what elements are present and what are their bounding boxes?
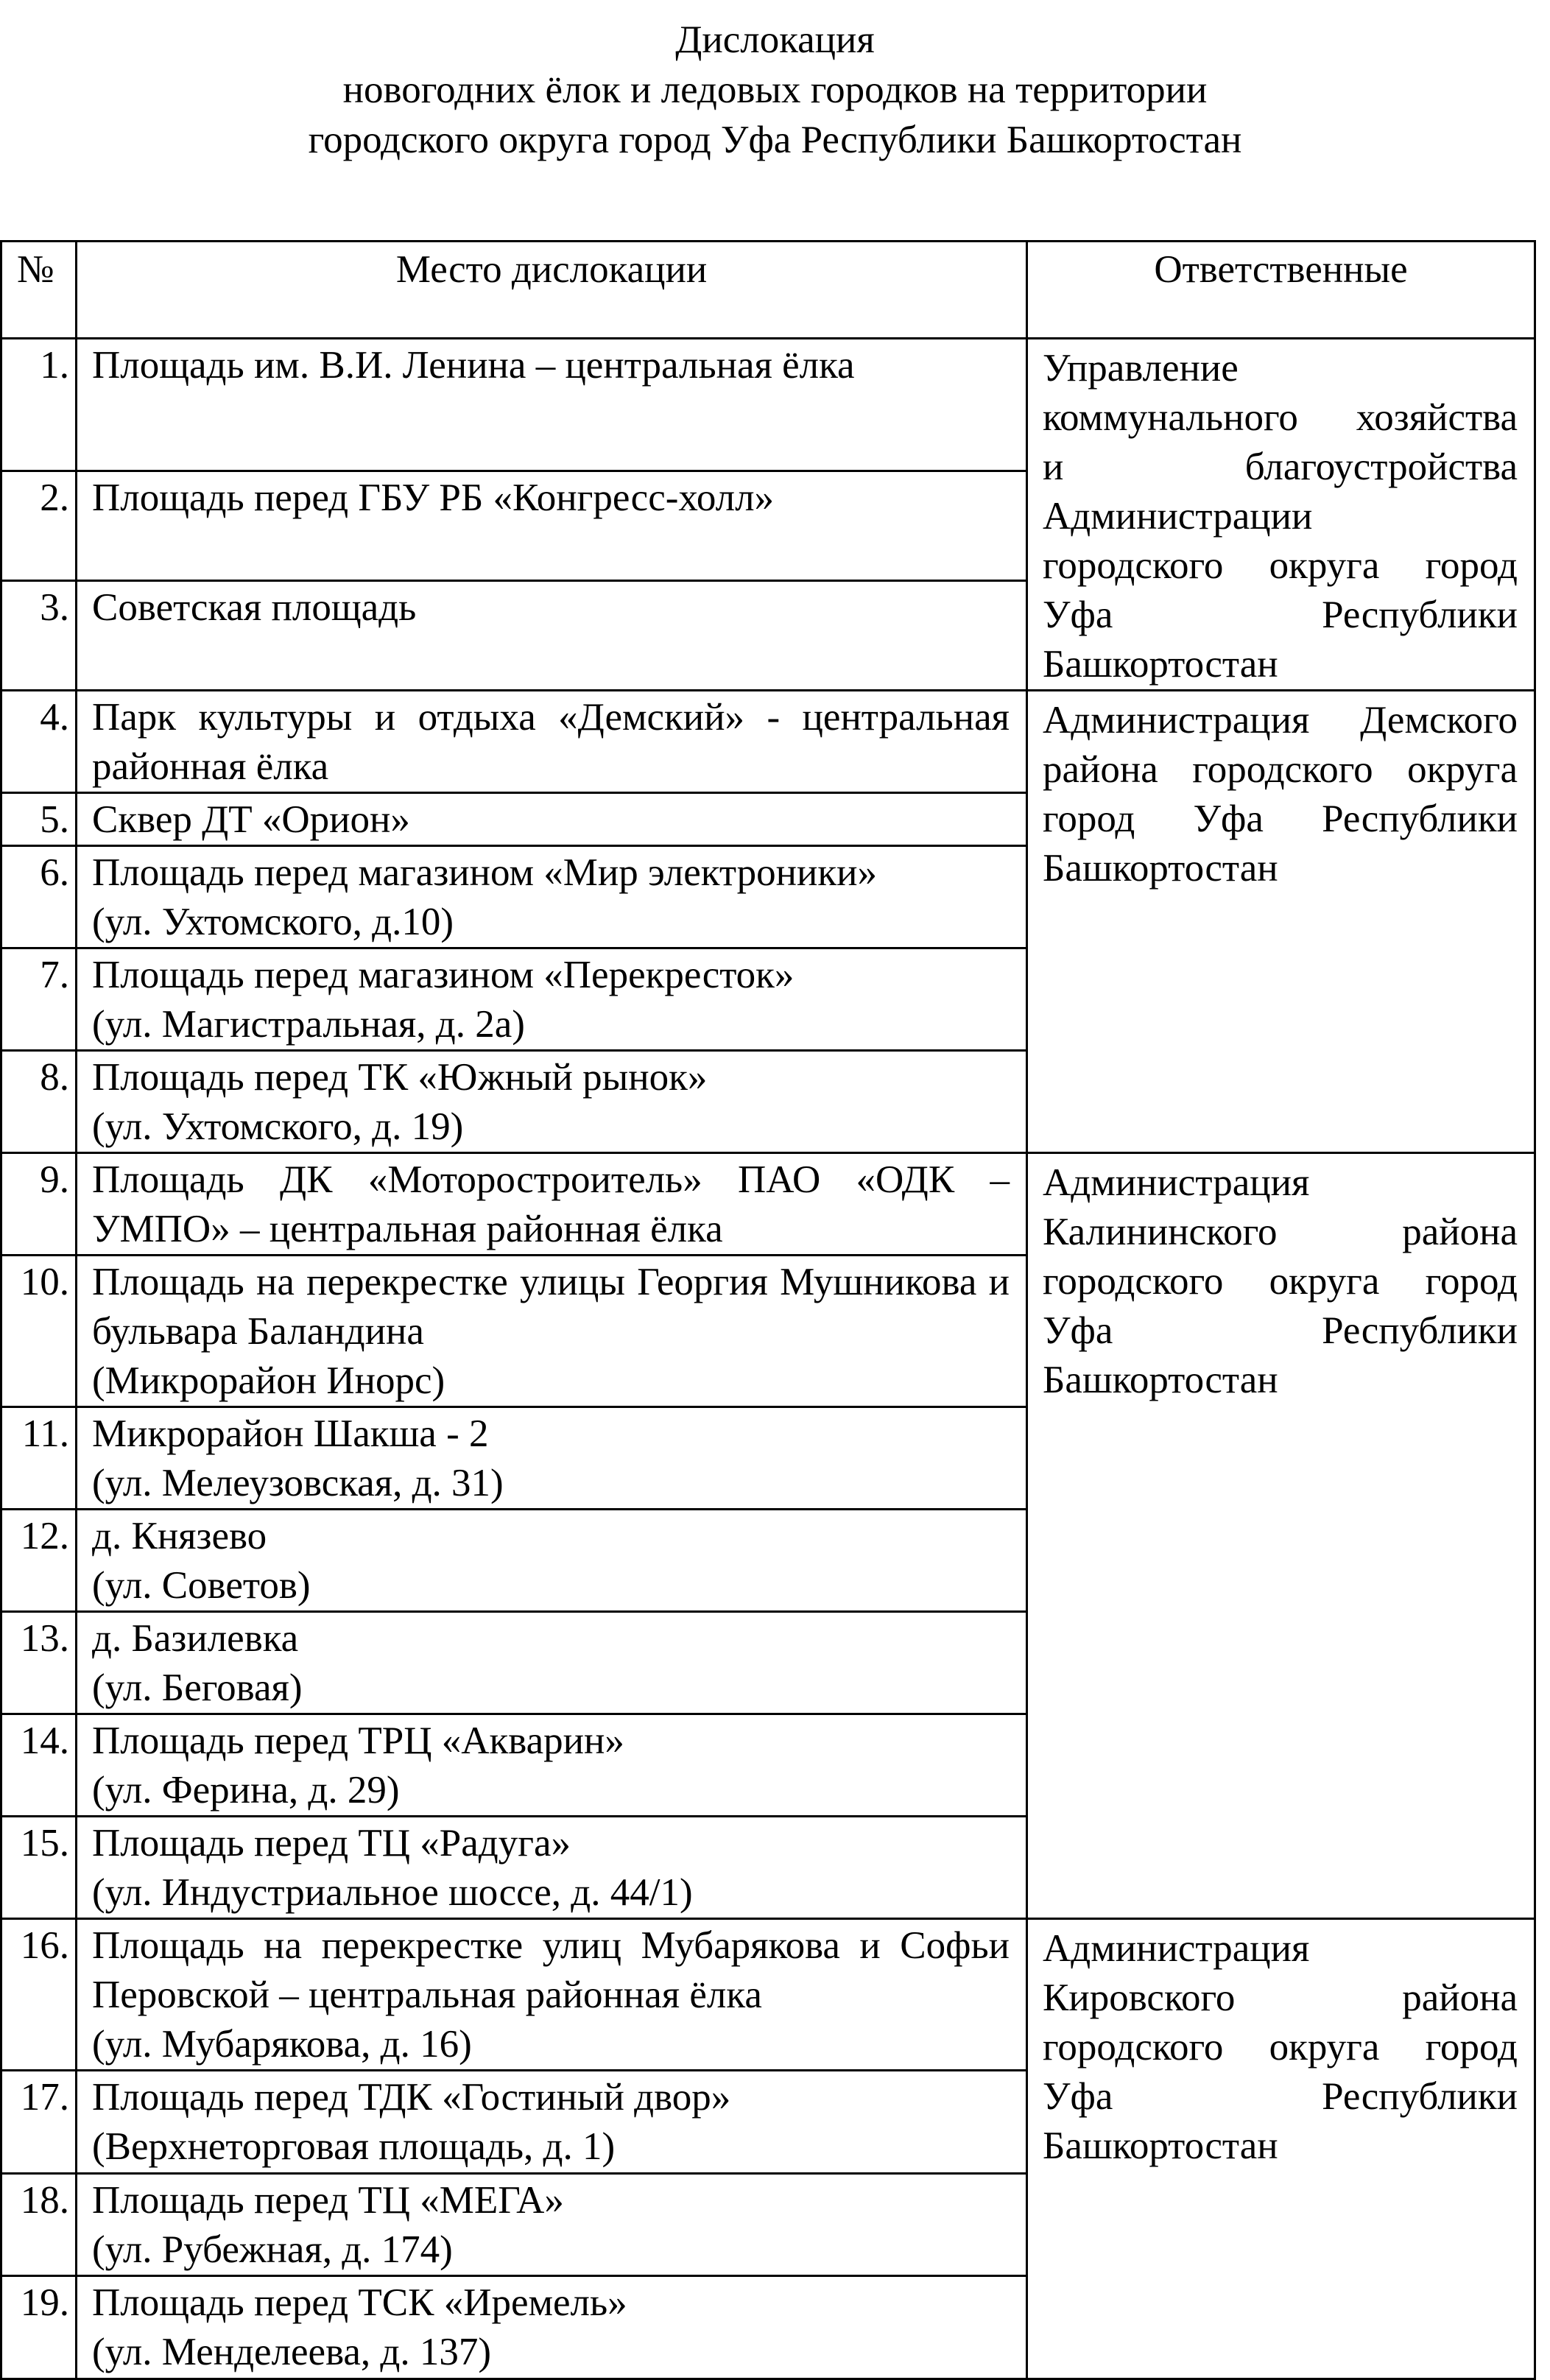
row-number: 17. [1,2071,77,2174]
responsible-line: Уфа Республики [1043,1309,1518,1352]
header-place: Место дислокации [77,242,1027,339]
responsible-line: Управление [1043,347,1239,390]
row-place [77,1051,1027,1153]
row-place [77,2071,1027,2174]
row-place [77,1153,1027,1256]
place-address: (Верхнеторговая площадь, д. 1) [92,2125,616,2168]
place-name: Парк культуры и отдыха «Демский» - центральная районная ёлка [92,696,1010,788]
table-body [1,339,1535,2379]
row-number: 10. [1,1256,77,1407]
place-name: Площадь перед ТЦ «Радуга» [92,1822,571,1865]
place-address: (ул. Магистральная, д. 2а) [92,1003,525,1046]
responsible-line: Администрация [1043,1161,1310,1204]
place-name: Площадь на перекрестке улиц Мубарякова и Софьи Перовской – центральная районная ёлка [92,1924,1010,2016]
place-address: (ул. Менделеева, д. 137) [92,2331,492,2373]
row-place [77,1510,1027,1612]
responsible-line: Башкортостан [1043,643,1278,686]
document-subtitle-line-2: городского округа город Уфа Республики Башкортостан [308,119,1242,161]
place-name: Площадь ДК «Моторостроитель» ПАО «ОДК – УМПО» – центральная районная ёлка [92,1158,1010,1250]
responsible-line: Башкортостан [1043,847,1278,890]
row-number: 4. [1,691,77,793]
row-place [77,1407,1027,1510]
table-row [1,1153,1535,1256]
responsible-line: района городского округа [1043,748,1518,791]
row-place [77,339,1027,471]
responsible-line: городского округа город [1043,2026,1518,2069]
row-place [77,2276,1027,2379]
responsible-party [1027,691,1535,1153]
responsible-line: городского округа город [1043,544,1518,587]
row-number: 14. [1,1714,77,1817]
row-number: 8. [1,1051,77,1153]
place-name: Площадь им. В.И. Ленина – центральная ёлка [92,344,855,387]
dislocation-table [0,240,1536,2380]
table-row [1,1919,1535,2071]
row-number: 13. [1,1612,77,1714]
row-place [77,1919,1027,2071]
place-address: (ул. Ухтомского, д.10) [92,901,454,943]
row-number: 7. [1,948,77,1051]
row-place [77,471,1027,580]
row-number: 11. [1,1407,77,1510]
row-place [77,1256,1027,1407]
header-responsible: Ответственные [1027,242,1535,339]
place-name: Сквер ДТ «Орион» [92,798,410,841]
header-number: № [1,242,77,339]
row-place [77,1714,1027,1817]
row-number: 12. [1,1510,77,1612]
responsible-line: Уфа Республики [1043,594,1518,636]
responsible-line: Кировского района [1043,1976,1518,2019]
row-place [77,793,1027,846]
row-number: 9. [1,1153,77,1256]
place-address: (ул. Индустриальное шоссе, д. 44/1) [92,1871,693,1914]
responsible-line: Калининского района [1043,1211,1518,1253]
document-subtitle-line-1: новогодних ёлок и ледовых городков на территории [342,68,1208,111]
row-number: 3. [1,580,77,690]
place-name: Площадь перед ТДК «Гостиный двор» [92,2076,731,2119]
place-name: Советская площадь [92,585,417,629]
row-number: 1. [1,339,77,471]
responsible-line: городского округа город [1043,1260,1518,1303]
row-number: 15. [1,1817,77,1919]
row-number: 16. [1,1919,77,2071]
place-name: д. Базилевка [92,1617,299,1660]
responsible-line: Администрация [1043,1927,1310,1970]
row-place [77,846,1027,948]
row-place [77,691,1027,793]
place-name: Площадь перед ТСК «Иремель» [92,2281,627,2324]
responsible-line: Уфа Республики [1043,2075,1518,2118]
responsible-line: и благоустройства [1043,446,1518,488]
place-name: Микрорайон Шакша - 2 [92,1412,489,1455]
row-number: 19. [1,2276,77,2379]
table-row [1,339,1535,471]
place-address: (ул. Мубарякова, д. 16) [92,2023,472,2066]
document-title: Дислокация [675,18,875,61]
place-address: (ул. Ухтомского, д. 19) [92,1105,464,1148]
row-number: 2. [1,471,77,580]
row-place [77,1817,1027,1919]
place-name: Площадь перед ГБУ РБ «Конгресс-холл» [92,476,775,519]
place-name: Площадь на перекрестке улицы Георгия Мушникова и бульвара Баландина [92,1261,1010,1353]
responsible-line: Башкортостан [1043,2124,1278,2167]
place-address: (ул. Ферина, д. 29) [92,1769,400,1812]
place-address: (ул. Мелеузовская, д. 31) [92,1462,504,1504]
responsible-party [1027,1919,1535,2379]
row-place [77,2174,1027,2276]
row-number: 5. [1,793,77,846]
responsible-line: Администрации [1043,495,1313,538]
place-name: Площадь перед ТК «Южный рынок» [92,1056,708,1099]
place-address: (Микрорайон Инорс) [92,1359,445,1402]
responsible-party [1027,339,1535,691]
table-row [1,691,1535,793]
row-number: 18. [1,2174,77,2276]
responsible-line: Башкортостан [1043,1359,1278,1401]
place-name: Площадь перед ТРЦ «Акварин» [92,1719,624,1762]
row-place [77,948,1027,1051]
table-header-row [1,242,1535,339]
place-name: Площадь перед магазином «Мир электроники» [92,851,877,894]
place-address: (ул. Рубежная, д. 174) [92,2228,453,2271]
responsible-line: Администрация Демского [1043,699,1518,742]
place-name: д. Князево [92,1515,267,1557]
row-place [77,580,1027,690]
row-place [77,1612,1027,1714]
responsible-line: город Уфа Республики [1043,798,1518,840]
responsible-line: коммунального хозяйства [1043,396,1518,439]
place-name: Площадь перед ТЦ «МЕГА» [92,2179,564,2222]
place-name: Площадь перед магазином «Перекресток» [92,954,795,996]
row-number: 6. [1,846,77,948]
place-address: (ул. Беговая) [92,1666,303,1709]
responsible-party [1027,1153,1535,1919]
place-address: (ул. Советов) [92,1564,311,1607]
